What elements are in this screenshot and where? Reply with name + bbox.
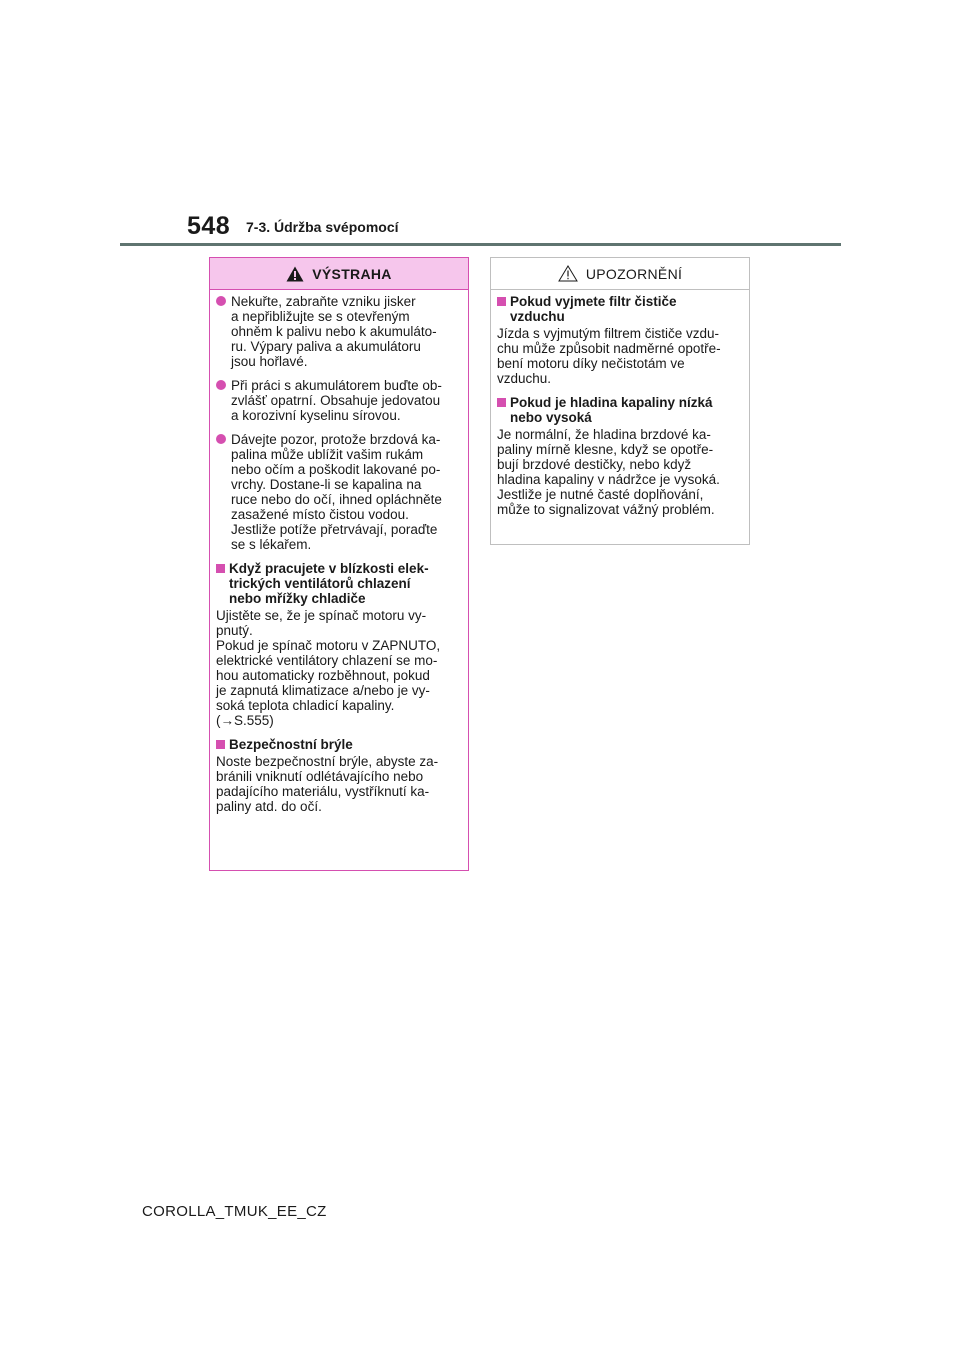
section-title: 7-3. Údržba svépomocí: [246, 219, 399, 235]
caution-body: [491, 290, 749, 517]
caution-triangle-outline-icon: [558, 265, 578, 282]
caution-subheading: [497, 294, 743, 324]
caution-title: UPOZORNĚNÍ: [585, 265, 683, 282]
caution-paragraph: Jízda s vyjmutým filtrem čističe vzdu- chu může způsobit nadměrné opotře- bení motoru díky nečistotám ve vzduchu.: [497, 326, 721, 386]
warning-paragraph: Noste bezpečnostní brýle, abyste za- bránili vniknutí odlétávajícího nebo padajícího materiálu, vystříknutí ka- paliny atd. do očí.: [216, 754, 439, 814]
square-bullet-icon: [216, 740, 225, 749]
caution-subheading: [497, 395, 743, 425]
warning-bullet-text: Dávejte pozor, protože brzdová ka- palina může ublížit vašim rukám nebo očím a poškodit lakované po- vrchy. Dostane-li se kapalina na ruce nebo do očí, ihned opláchněte zasažené místo čistou vodou. Jestliže potíže přetrvávají, poraďte se s lékařem.: [231, 432, 442, 552]
square-bullet-icon: [497, 398, 506, 407]
warning-subheading-text: Když pracujete v blízkosti elek- trických ventilátorů chlazení nebo mřížky chladiče: [229, 561, 429, 606]
warning-subheading: [216, 737, 462, 752]
warning-box-header: [210, 258, 468, 290]
header-divider: [120, 243, 841, 246]
warning-bullet-text: Nekuřte, zabraňte vzniku jisker a nepřibližujte se s otevřeným ohněm k palivu nebo k akumuláto- ru. Výpary paliva a akumulátoru jsou hořlavé.: [231, 294, 437, 369]
caution-box: [490, 257, 750, 545]
warning-subheading: [216, 561, 462, 606]
warning-bullet: [216, 378, 462, 423]
square-bullet-icon: [216, 564, 225, 573]
warning-bullet-text: Při práci s akumulátorem buďte ob- zvlášť opatrní. Obsahuje jedovatou a korozivní kyselinu sírovou.: [231, 378, 442, 423]
caution-subheading-text: Pokud vyjmete filtr čističe vzduchu: [510, 294, 677, 324]
warning-box: [209, 257, 469, 871]
caution-subheading-text: Pokud je hladina kapaliny nízká nebo vysoká: [510, 395, 713, 425]
page-number: 548: [187, 212, 231, 240]
warning-subheading-text: Bezpečnostní brýle: [229, 737, 353, 752]
bullet-dot-icon: [216, 434, 226, 444]
square-bullet-icon: [497, 297, 506, 306]
warning-bullet: [216, 432, 462, 552]
warning-paragraph: Ujistěte se, že je spínač motoru vy- pnutý. Pokud je spínač motoru v ZAPNUTO, elektrické ventilátory chlazení se mo- hou automaticky rozběhnout, pokud je zapnutá klimatizace a/nebo je vy- soká teplota chladicí kapaliny. (→S.555): [216, 608, 441, 728]
caution-paragraph: Je normální, že hladina brzdové ka- paliny mírně klesne, když se opotře- bují brzdové destičky, nebo když hladina kapaliny v nádržce je vysoká. Jestliže je nutné časté doplňování, může to signalizovat vážný problém.: [497, 427, 720, 517]
warning-triangle-icon: [286, 266, 304, 282]
caution-box-header: [491, 258, 749, 290]
warning-title: VÝSTRAHA: [312, 265, 392, 282]
warning-bullet: [216, 294, 462, 369]
bullet-dot-icon: [216, 296, 226, 306]
bullet-dot-icon: [216, 380, 226, 390]
document-code-footer: COROLLA_TMUK_EE_CZ: [142, 1203, 327, 1220]
warning-body: [210, 290, 468, 814]
